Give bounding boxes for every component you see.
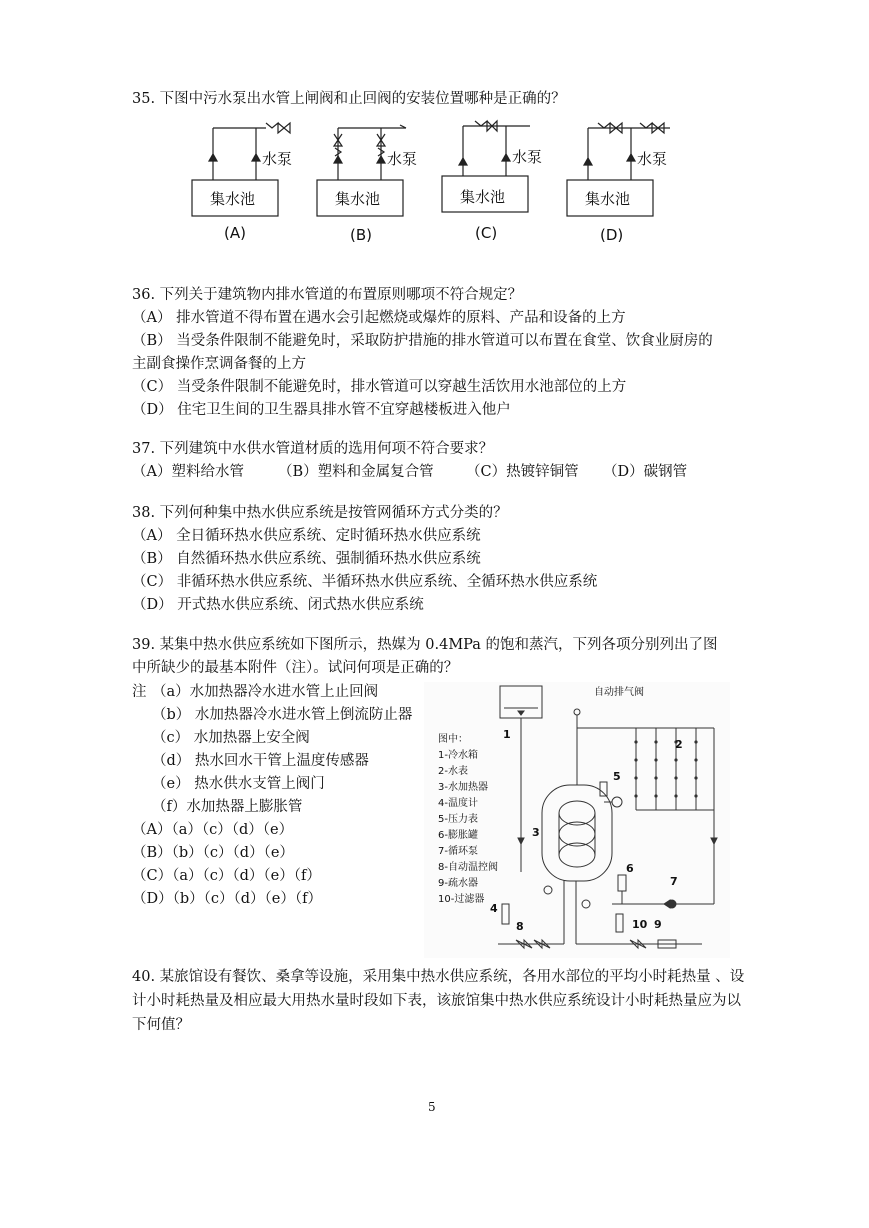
q38-option-d: （D） 开式热水供应系统、闭式热水供应系统 [132,597,424,613]
option-label-a: (A) [224,224,246,242]
q39-note-f: （f）水加热器上膨胀管 [152,799,303,815]
q38-option-b: （B） 自然循环热水供应系统、强制循环热水供应系统 [132,551,481,567]
page-number: 5 [428,1100,436,1114]
q39-answer-c: （C）（a）（c）（d）（e）（f） [132,868,321,884]
legend-item-9: 9-疏水器 [438,878,478,889]
legend-item-1: 1-冷水箱 [438,750,478,761]
legend-item-7: 7-循环泵 [438,846,478,857]
q37-stem: 37. 下列建筑中水供水管道材质的选用何项不符合要求？ [132,441,494,457]
pump-label-c: 水泵 [512,148,543,166]
tank-label-b: 集水池 [335,190,381,208]
q35-pump-diagrams [180,114,680,250]
pump-label-b: 水泵 [387,150,418,168]
q40-line3: 下何值？ [132,1017,190,1033]
q39-hot-water-diagram [424,682,730,958]
q39-note-c: （c） 水加热器上安全阀 [152,730,310,746]
q39-answer-a: （A）（a）（c）（d）（e） [132,822,294,838]
q39-note-prefix: 注 [132,684,147,700]
option-label-c: (C) [475,224,498,242]
pump-label-d: 水泵 [637,150,668,168]
q39-stem-line2: 中所缺少的最基本附件（注）。试问何项是正确的？ [132,660,459,676]
q37-option-a: （A）塑料给水管 [132,464,244,480]
option-label-b: (B) [350,226,372,244]
callout-3: 3 [532,826,540,839]
callout-4: 4 [490,902,498,915]
legend-item-5: 5-压力表 [438,814,478,825]
callout-2: 2 [675,738,683,751]
tank-label-a: 集水池 [210,190,256,208]
legend-item-8: 8-自动温控阀 [438,862,498,873]
tank-label-c: 集水池 [460,188,506,206]
q39-stem-line1: 39. 某集中热水供应系统如下图所示，热媒为 0.4MPa 的饱和蒸汽，下列各项分别列出了图 [132,637,718,653]
q36-option-b-line1: （B） 当受条件限制不能避免时，采取防护措施的排水管道可以布置在食堂、饮食业厨房的 [132,333,713,349]
legend-title: 图中： [438,734,468,745]
legend-item-2: 2-水表 [438,766,468,777]
callout-1: 1 [503,728,511,741]
q39-note-b: （b） 水加热器冷水进水管上倒流防止器 [152,707,413,723]
q39-answer-b: （B）（b）（c）（d）（e） [132,845,294,861]
legend-item-4: 4-温度计 [438,798,478,809]
q36-option-a: （A） 排水管道不得布置在遇水会引起燃烧或爆炸的原料、产品和设备的上方 [132,310,626,326]
callout-6: 6 [626,862,634,875]
q40-line2: 计小时耗热量及相应最大用热水量时段如下表，该旅馆集中热水供应系统设计小时耗热量应为以 [132,993,741,1009]
tank-label-d: 集水池 [585,190,631,208]
q36-stem: 36. 下列关于建筑物内排水管道的布置原则哪项不符合规定？ [132,287,523,303]
callout-10: 10 [632,918,648,931]
q37-option-d: （D）碳钢管 [603,464,688,480]
legend-item-6: 6-膨胀罐 [438,830,478,841]
q39-note-d: （d） 热水回水干管上温度传感器 [152,753,369,769]
q39-answer-d: （D）（b）（c）（d）（e）（f） [132,891,323,907]
q39-note-e: （e） 热水供水支管上阀门 [152,776,325,792]
option-label-d: (D) [600,226,624,244]
q38-stem: 38. 下列何种集中热水供应系统是按管网循环方式分类的？ [132,505,508,521]
q36-option-c: （C） 当受条件限制不能避免时，排水管道可以穿越生活饮用水池部位的上方 [132,379,627,395]
q38-option-a: （A） 全日循环热水供应系统、定时循环热水供应系统 [132,528,481,544]
q40-line1: 40. 某旅馆设有餐饮、桑拿等设施，采用集中热水供应系统，各用水部位的平均小时耗热量 、设 [132,969,745,985]
callout-5: 5 [613,770,621,783]
q36-option-b-line2: 主副食操作烹调备餐的上方 [132,356,306,372]
q36-option-d: （D） 住宅卫生间的卫生器具排水管不宜穿越楼板进入他户 [132,402,511,418]
q37-option-c: （C）热镀锌铜管 [466,464,579,480]
callout-8: 8 [516,920,524,933]
q39-note-a: （a）水加热器冷水进水管上止回阀 [152,684,379,700]
callout-9: 9 [654,918,662,931]
legend-item-10: 10-过滤器 [438,894,485,905]
auto-vent-valve-label: 自动排气阀 [594,687,644,698]
legend-item-3: 3-水加热器 [438,782,488,793]
callout-7: 7 [670,875,678,888]
q37-option-b: （B）塑料和金属复合管 [278,464,434,480]
pump-label-a: 水泵 [262,150,293,168]
q35-stem: 35. 下图中污水泵出水管上闸阀和止回阀的安装位置哪种是正确的？ [132,91,566,107]
q38-option-c: （C） 非循环热水供应系统、半循环热水供应系统、全循环热水供应系统 [132,574,598,590]
